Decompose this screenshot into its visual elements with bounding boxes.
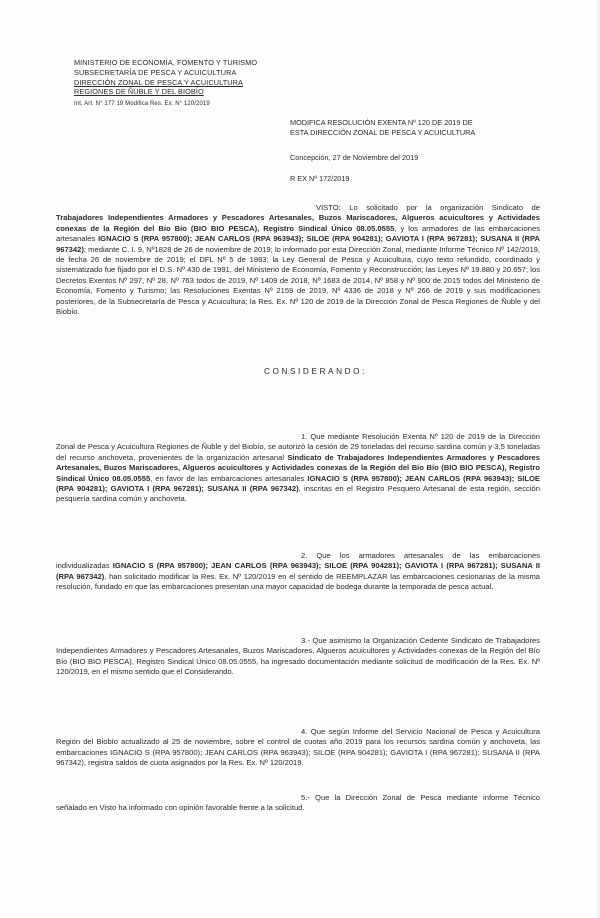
c4-number: 4. (301, 727, 308, 736)
c5-text: Que la Dirección Zonal de Pesca mediante informe Técnico señalado en Visto ha informado con opinión favorable frente a la solicitud. (56, 793, 540, 813)
considerando-4 (56, 727, 540, 769)
c1-bold: Sindicato de Trabajadores Independientes Armadores y Pescadores Artesanales, Buzos Mariscadores, Algueros acuicultores y Actividades conexas de la Región del Bío Bío (BIO BIO PESCA), Registro Sindical Único 08.05.0555 (56, 452, 540, 483)
considerando-5 (56, 793, 540, 814)
considerando-1 (56, 432, 540, 505)
c4-text: Que según Informe del Servicio Nacional de Pesca y Acuicultura Región del Biobío actualizado al 25 de noviembre, sobre el control de cuotas año 2019 para los recursos sardina común y anchoveta, las embarcaciones IGNACIO S (RPA 957800); JEAN CARLOS (RPA 963943); SILOE (RPA 904281); GAVIOTA I (RPA 967281); SUSANA II (RPA 967342), registra saldos de cuota asignados por la Res. Ex. Nº 120/2019. (56, 727, 540, 768)
visto-text-c: ; mediante C. I. 9, Nº1828 de 26 de noviembre de 2019; lo informado por esta Dirección Zonal, mediante Informe Técnico Nº 142/2019, de fecha 26 de noviembre de 2019; el DFL Nº 5 de 1983; la Ley General de Pesca y Acuicultura, cuyo texto refundido, coordinado y sistematizado fue fijado por el D.S. Nº 430 de 1991, del Ministerio de Economía, Fomento y Reconstrucción; las Leyes Nº 19.880 y 20.657; los Decretos Exentos Nº 297, Nº 28, Nº 763 todos de 2019, Nº 1409 de 2018, Nº 1683 de 2014, Nº 858 y Nº 900 de 2015 todos del Ministerio de Economía, Fomento y Turismo; las Resoluciones Exentas Nº 2159 de 2019, Nº 4336 de 2018 y Nº 266 de 2019 y sus modificaciones posteriores, de la Subsecretaría de Pesca y Acuicultura; la Res. Ex. Nº 120 de 2019 de la Dirección Zonal de Pesca Regiones de Ñuble y del Biobío. (56, 244, 540, 317)
visto-bold-a: Trabajadores Independientes Armadores y Pescadores Artesanales, Buzos Mariscadores, Algueros acuicultores y Actividades conexas de la Región del Bío Bío (BIO BIO PESCA), Registro Sindical Único 08.05.0555 (56, 213, 540, 233)
c1-text-c: , inscritas en el Registro Pesquero Artesanal de esta región, sección pesquería sardina común y anchoveta. (56, 484, 540, 504)
visto-text-a: Lo solicitado por la organización Sindicato de (340, 203, 540, 212)
resolution-number: R EX Nº 172/2019 (290, 173, 350, 183)
c2-text-b: , han solicitado modificar la Res. Ex. Nº 120/2019 en el sentido de REEMPLAZAR las embarcaciones cesionarias de la misma resolución, fundado en que las embarcaciones presentan una mayor capacidad de bodega durante la temporada de pesca actual. (56, 571, 541, 592)
visto-bold-b: IGNACIO S (RPA 957800); JEAN CARLOS (RPA 963943); SILOE (RPA 904281); GAVIOTA I (RPA 967281); SUSANA II (RPA 967342) (56, 234, 540, 254)
institution-header (74, 58, 289, 110)
c1-text-a: Que mediante Resolución Exenta Nº 120 de 2019 de la Dirección Zonal de Pesca y Acuicultura Regiones de Ñuble y del Biobío, se autorizó la cesión de 29 toneladas del recurso sardina común y 3,5 toneladas del recurso anchoveta, provenientes de la organización artesanal (56, 432, 540, 462)
c3-number: 3.- (301, 636, 310, 645)
visto-text-b: , y los armadores de las embarcaciones artesanales (56, 223, 540, 244)
considerando-heading: CONSIDERANDO: (264, 367, 367, 376)
visto-paragraph (56, 203, 540, 317)
resolution-meta (290, 118, 530, 183)
c5-number: 5.- (301, 793, 310, 802)
subsecretaria-line: SUBSECRETARÍA DE PESCA Y ACUICULTURA (74, 67, 237, 77)
visto-lead: VISTO: (316, 203, 341, 212)
ministry-line: MINISTERIO DE ECONOMÍA, FOMENTO Y TURISMO (74, 58, 258, 67)
c2-bold: IGNACIO S (RPA 957800); JEAN CARLOS (RPA 963943); SILOE (RPA 904281); GAVIOTA I (RPA 967281); SUSANA II (RPA 967342) (56, 561, 540, 581)
regiones-line: REGIONES DE ÑUBLE Y DEL BIOBÍO (74, 87, 204, 97)
c1-number: 1. (301, 432, 308, 441)
considerando-2 (56, 551, 540, 593)
c1-text-b: , en favor de las embarcaciones artesanales (150, 473, 308, 483)
c3-text: Que asimismo la Organización Cedente Sindicato de Trabajadores Independientes Armadores y Pescadores Artesanales, Buzos Mariscadores, Algueros acuicultores y Actividades conexas de la Región del Bío Bío (BIO BIO PESCA), Registro Sindical Único 08.05.0555, ha ingresado documentación mediante solicitud de modificación de la Res. Ex. Nº 120/2019, en el mismo sentido que el Considerando. (56, 636, 540, 677)
resolution-date: Concepción, 27 de Noviembre del 2019 (290, 153, 419, 162)
c2-number: 2. (301, 551, 308, 560)
subject-line-2: ESTA DIRECCIÓN ZONAL DE PESCA Y ACUICULTURA (290, 127, 476, 137)
considerando-3 (56, 636, 540, 678)
c2-text-a: Que los armadores artesanales de las embarcaciones individualizadas (56, 551, 540, 571)
subject-line-1: MODIFICA RESOLUCIÓN EXENTA Nº 120 DE 2019 DE (290, 118, 473, 127)
c1-bold-2: IGNACIO S (RPA 957800); JEAN CARLOS (RPA 963943); SILOE (RPA 904281); GAVIOTA I (RPA 967281); SUSANA II (RPA 967342) (56, 473, 540, 494)
direccion-zonal-line: DIRECCIÓN ZONAL DE PESCA Y ACUICULTURA (74, 77, 243, 87)
reference-line: Int. Art. N° 177 19 Modifica Res. Ex. N° 120/2019 (74, 101, 210, 108)
